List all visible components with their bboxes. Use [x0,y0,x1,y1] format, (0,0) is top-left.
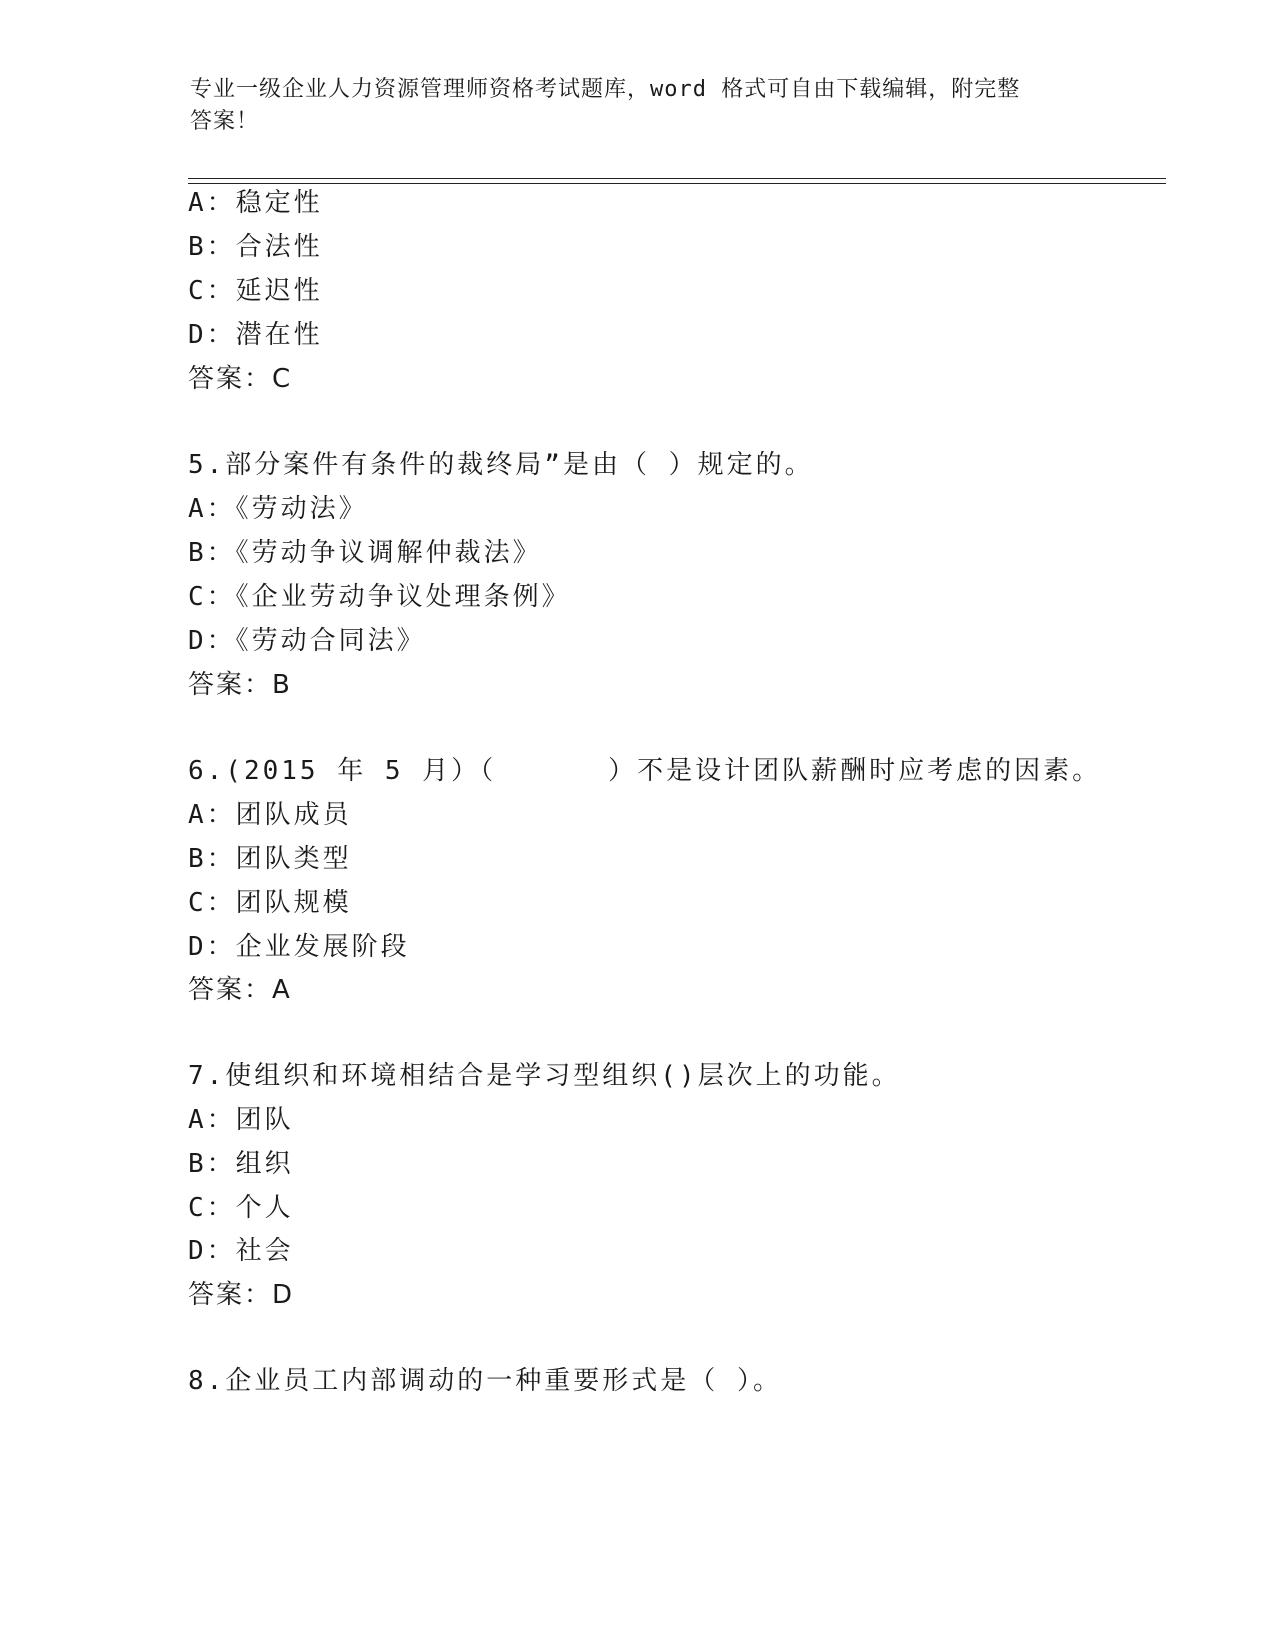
q5-option-d: D：《劳动合同法》 [188,626,426,656]
q4-option-a: A：稳定性 [188,188,323,218]
q4-option-d: D：潜在性 [188,320,323,350]
header-divider [188,178,1166,184]
q4-option-c: C：延迟性 [188,276,323,306]
header-line-2: 答案！ [190,109,260,134]
q6-option-b: B：团队类型 [188,844,352,874]
q5-option-a: A：《劳动法》 [188,494,368,524]
q5-option-c: C：《企业劳动争议处理条例》 [188,582,571,612]
q7-answer: 答案：D [188,1280,295,1310]
q5-question: 5.部分案件有条件的裁终局”是由（ ）规定的。 [188,450,814,480]
q4-option-b: B：合法性 [188,232,323,262]
document-header [190,74,1090,138]
q5-answer: 答案：B [188,670,292,700]
q7-option-d: D：社会 [188,1236,294,1266]
q6-answer: 答案：A [188,975,292,1005]
q7-option-c: C：个人 [188,1193,294,1223]
q7-option-b: B：组织 [188,1149,294,1179]
q6-option-d: D：企业发展阶段 [188,932,410,962]
q8-question: 8.企业员工内部调动的一种重要形式是（ ）。 [188,1366,782,1396]
q6-option-c: C：团队规模 [188,888,352,918]
q6-question: 6.(2015 年 5 月）（ ）不是设计团队薪酬时应考虑的因素。 [188,756,1102,786]
q7-option-a: A：团队 [188,1105,294,1135]
q4-answer: 答案：C [188,364,293,394]
header-line-1: 专业一级企业人力资源管理师资格考试题库，word 格式可自由下载编辑，附完整 [190,77,1021,102]
q6-option-a: A：团队成员 [188,800,352,830]
q7-question: 7.使组织和环境相结合是学习型组织()层次上的功能。 [188,1061,901,1091]
q5-option-b: B：《劳动争议调解仲裁法》 [188,538,542,568]
